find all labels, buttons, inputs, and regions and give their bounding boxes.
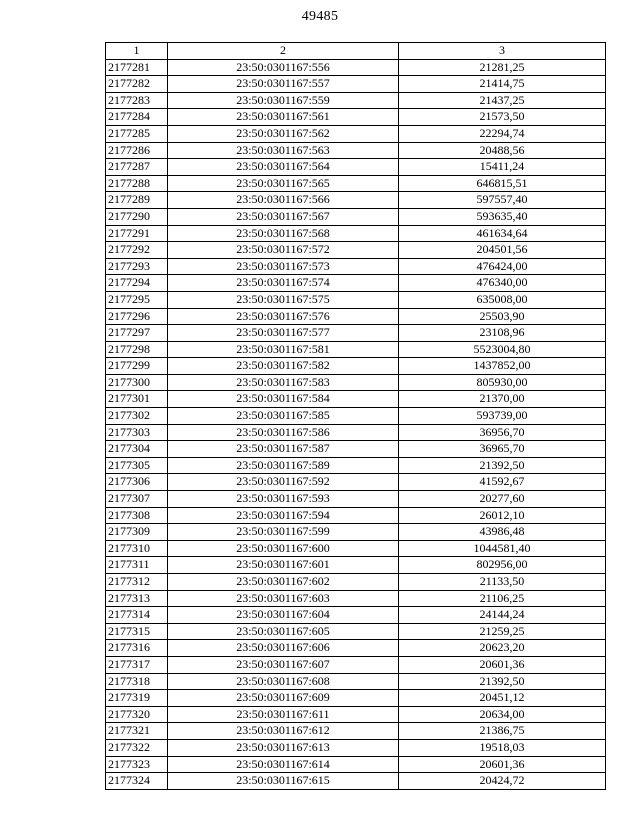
row-number-cell: 2177320 [106,706,168,723]
cadastral-number-cell: 23:50:0301167:612 [168,723,399,740]
value-cell: 461634,64 [399,225,606,242]
row-number-cell: 2177282 [106,76,168,93]
value-cell: 21281,25 [399,59,606,76]
table-row [106,192,606,209]
table-row [106,109,606,126]
cadastral-number-cell: 23:50:0301167:563 [168,142,399,159]
cadastral-number-cell: 23:50:0301167:556 [168,59,399,76]
row-number-cell: 2177281 [106,59,168,76]
column-header: 1 [106,43,168,60]
value-cell: 36965,70 [399,441,606,458]
cadastral-number-cell: 23:50:0301167:586 [168,424,399,441]
row-number-cell: 2177295 [106,291,168,308]
table-row [106,507,606,524]
row-number-cell: 2177290 [106,208,168,225]
value-cell: 20601,36 [399,656,606,673]
value-cell: 24144,24 [399,607,606,624]
row-number-cell: 2177309 [106,524,168,541]
table-row [106,673,606,690]
table-row [106,706,606,723]
cadastral-number-cell: 23:50:0301167:603 [168,590,399,607]
row-number-cell: 2177286 [106,142,168,159]
row-number-cell: 2177287 [106,159,168,176]
table-row [106,59,606,76]
cadastral-number-cell: 23:50:0301167:607 [168,656,399,673]
row-number-cell: 2177316 [106,640,168,657]
row-number-cell: 2177322 [106,739,168,756]
table-row [106,574,606,591]
cadastral-number-cell: 23:50:0301167:593 [168,491,399,508]
row-number-cell: 2177324 [106,773,168,790]
cadastral-number-cell: 23:50:0301167:600 [168,540,399,557]
row-number-cell: 2177313 [106,590,168,607]
cadastral-number-cell: 23:50:0301167:574 [168,275,399,292]
row-number-cell: 2177319 [106,690,168,707]
row-number-cell: 2177293 [106,258,168,275]
row-number-cell: 2177301 [106,391,168,408]
value-cell: 20623,20 [399,640,606,657]
cadastral-table [105,42,606,790]
row-number-cell: 2177302 [106,408,168,425]
value-cell: 43986,48 [399,524,606,541]
table-row [106,557,606,574]
table-row [106,723,606,740]
value-cell: 476424,00 [399,258,606,275]
row-number-cell: 2177299 [106,358,168,375]
cadastral-number-cell: 23:50:0301167:605 [168,623,399,640]
table-row [106,590,606,607]
table-header-row [106,43,606,60]
row-number-cell: 2177284 [106,109,168,126]
table-row [106,690,606,707]
table-row [106,341,606,358]
value-cell: 36956,70 [399,424,606,441]
table-row [106,275,606,292]
value-cell: 21106,25 [399,590,606,607]
table-row [106,640,606,657]
cadastral-number-cell: 23:50:0301167:576 [168,308,399,325]
table-row [106,258,606,275]
value-cell: 204501,56 [399,242,606,259]
row-number-cell: 2177297 [106,325,168,342]
cadastral-number-cell: 23:50:0301167:575 [168,291,399,308]
row-number-cell: 2177288 [106,175,168,192]
table-row [106,225,606,242]
cadastral-number-cell: 23:50:0301167:582 [168,358,399,375]
table-row [106,773,606,790]
cadastral-number-cell: 23:50:0301167:608 [168,673,399,690]
cadastral-number-cell: 23:50:0301167:564 [168,159,399,176]
cadastral-number-cell: 23:50:0301167:565 [168,175,399,192]
table-row [106,76,606,93]
cadastral-number-cell: 23:50:0301167:559 [168,92,399,109]
value-cell: 593635,40 [399,208,606,225]
column-header: 3 [399,43,606,60]
table-row [106,457,606,474]
value-cell: 20424,72 [399,773,606,790]
cadastral-number-cell: 23:50:0301167:601 [168,557,399,574]
cadastral-number-cell: 23:50:0301167:609 [168,690,399,707]
table-row [106,408,606,425]
row-number-cell: 2177305 [106,457,168,474]
value-cell: 21573,50 [399,109,606,126]
table-row [106,291,606,308]
value-cell: 21259,25 [399,623,606,640]
table-row [106,424,606,441]
cadastral-number-cell: 23:50:0301167:567 [168,208,399,225]
row-number-cell: 2177306 [106,474,168,491]
value-cell: 802956,00 [399,557,606,574]
cadastral-number-cell: 23:50:0301167:585 [168,408,399,425]
cadastral-number-cell: 23:50:0301167:572 [168,242,399,259]
cadastral-number-cell: 23:50:0301167:566 [168,192,399,209]
page-number: 49485 [301,9,339,24]
row-number-cell: 2177312 [106,574,168,591]
value-cell: 41592,67 [399,474,606,491]
table-row [106,125,606,142]
value-cell: 21437,25 [399,92,606,109]
table-row [106,242,606,259]
value-cell: 20634,00 [399,706,606,723]
cadastral-number-cell: 23:50:0301167:573 [168,258,399,275]
cadastral-number-cell: 23:50:0301167:606 [168,640,399,657]
row-number-cell: 2177323 [106,756,168,773]
row-number-cell: 2177289 [106,192,168,209]
cadastral-number-cell: 23:50:0301167:577 [168,325,399,342]
table-row [106,441,606,458]
cadastral-number-cell: 23:50:0301167:561 [168,109,399,126]
value-cell: 20488,56 [399,142,606,159]
cadastral-number-cell: 23:50:0301167:604 [168,607,399,624]
cadastral-number-cell: 23:50:0301167:615 [168,773,399,790]
value-cell: 23108,96 [399,325,606,342]
table-row [106,374,606,391]
value-cell: 22294,74 [399,125,606,142]
row-number-cell: 2177285 [106,125,168,142]
row-number-cell: 2177317 [106,656,168,673]
cadastral-number-cell: 23:50:0301167:584 [168,391,399,408]
value-cell: 21392,50 [399,673,606,690]
row-number-cell: 2177304 [106,441,168,458]
table-row [106,175,606,192]
cadastral-number-cell: 23:50:0301167:614 [168,756,399,773]
cadastral-number-cell: 23:50:0301167:583 [168,374,399,391]
table-row [106,208,606,225]
row-number-cell: 2177321 [106,723,168,740]
cadastral-number-cell: 23:50:0301167:611 [168,706,399,723]
value-cell: 805930,00 [399,374,606,391]
table-row [106,656,606,673]
table-row [106,325,606,342]
value-cell: 21133,50 [399,574,606,591]
value-cell: 593739,00 [399,408,606,425]
value-cell: 21392,50 [399,457,606,474]
value-cell: 26012,10 [399,507,606,524]
row-number-cell: 2177291 [106,225,168,242]
table-row [106,92,606,109]
value-cell: 20601,36 [399,756,606,773]
cadastral-number-cell: 23:50:0301167:589 [168,457,399,474]
row-number-cell: 2177300 [106,374,168,391]
table-row [106,607,606,624]
cadastral-number-cell: 23:50:0301167:613 [168,739,399,756]
value-cell: 20277,60 [399,491,606,508]
value-cell: 19518,03 [399,739,606,756]
table-row [106,491,606,508]
table-row [106,524,606,541]
cadastral-number-cell: 23:50:0301167:562 [168,125,399,142]
row-number-cell: 2177318 [106,673,168,690]
cadastral-number-cell: 23:50:0301167:568 [168,225,399,242]
table-row [106,142,606,159]
value-cell: 20451,12 [399,690,606,707]
row-number-cell: 2177314 [106,607,168,624]
row-number-cell: 2177311 [106,557,168,574]
cadastral-number-cell: 23:50:0301167:557 [168,76,399,93]
cadastral-number-cell: 23:50:0301167:599 [168,524,399,541]
value-cell: 597557,40 [399,192,606,209]
row-number-cell: 2177298 [106,341,168,358]
value-cell: 21414,75 [399,76,606,93]
value-cell: 646815,51 [399,175,606,192]
row-number-cell: 2177303 [106,424,168,441]
table-row [106,739,606,756]
table-row [106,391,606,408]
table-row [106,308,606,325]
row-number-cell: 2177315 [106,623,168,640]
value-cell: 21386,75 [399,723,606,740]
row-number-cell: 2177308 [106,507,168,524]
value-cell: 476340,00 [399,275,606,292]
row-number-cell: 2177283 [106,92,168,109]
cadastral-number-cell: 23:50:0301167:592 [168,474,399,491]
table-row [106,474,606,491]
value-cell: 21370,00 [399,391,606,408]
row-number-cell: 2177307 [106,491,168,508]
column-header: 2 [168,43,399,60]
row-number-cell: 2177296 [106,308,168,325]
cadastral-number-cell: 23:50:0301167:587 [168,441,399,458]
table-row [106,358,606,375]
value-cell: 1044581,40 [399,540,606,557]
table-row [106,159,606,176]
value-cell: 15411,24 [399,159,606,176]
table-body [106,59,606,789]
row-number-cell: 2177294 [106,275,168,292]
table-row [106,756,606,773]
row-number-cell: 2177292 [106,242,168,259]
cadastral-number-cell: 23:50:0301167:594 [168,507,399,524]
cadastral-number-cell: 23:50:0301167:602 [168,574,399,591]
value-cell: 25503,90 [399,308,606,325]
cadastral-number-cell: 23:50:0301167:581 [168,341,399,358]
value-cell: 635008,00 [399,291,606,308]
value-cell: 1437852,00 [399,358,606,375]
row-number-cell: 2177310 [106,540,168,557]
table-row [106,623,606,640]
value-cell: 5523004,80 [399,341,606,358]
table-row [106,540,606,557]
